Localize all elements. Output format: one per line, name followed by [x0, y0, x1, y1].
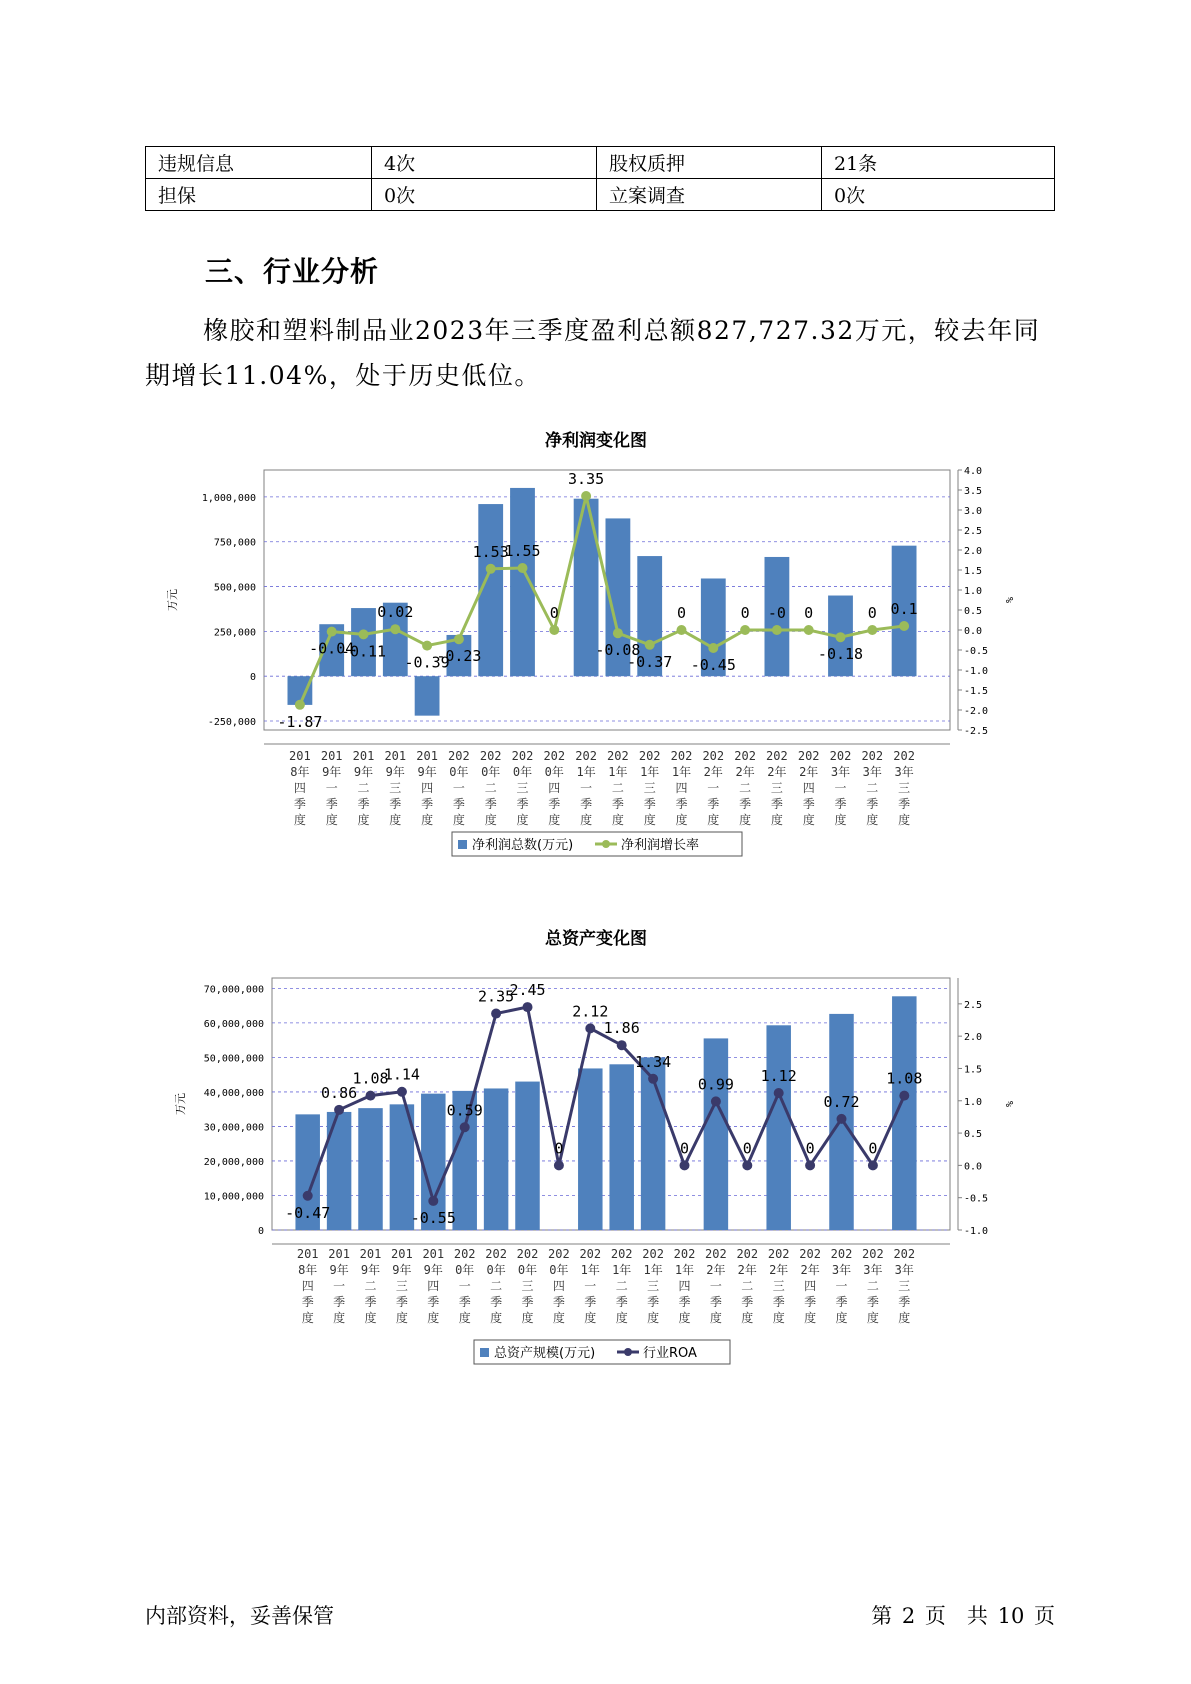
- total-assets-chart: [0, 918, 1191, 1378]
- data-label: -0.39: [404, 653, 450, 672]
- table-cell: 0次: [372, 179, 597, 211]
- bar: [578, 1068, 602, 1230]
- x-tick-label: 202 3年二季度: [861, 749, 884, 827]
- line-point: [677, 625, 687, 635]
- data-label: 1.08: [352, 1069, 389, 1088]
- x-tick-label: 201 9年四季度: [422, 1247, 445, 1325]
- data-label: -0.04: [309, 639, 355, 658]
- x-tick-label: 202 1年四季度: [670, 749, 693, 827]
- data-label: 1.53: [472, 542, 509, 561]
- y2-tick-label: 1.5: [964, 566, 983, 577]
- x-tick-label: 202 1年二季度: [607, 749, 629, 827]
- legend-bar-swatch: [480, 1348, 489, 1357]
- chart-title: 净利润变化图: [545, 431, 647, 451]
- line-point: [366, 1091, 376, 1101]
- data-label: -0: [767, 604, 786, 622]
- line-point: [742, 1160, 752, 1170]
- data-label: 0.72: [823, 1092, 860, 1111]
- y2-tick-label: 3.0: [964, 506, 983, 517]
- x-tick-label: 201 9年三季度: [384, 749, 407, 827]
- footer-confidential: 内部资料，妥善保管: [145, 1604, 334, 1628]
- line-point: [711, 1096, 721, 1106]
- table-cell: 4次: [372, 147, 597, 179]
- data-label: -0.23: [436, 647, 482, 666]
- x-tick-label: 201 9年一季度: [320, 749, 343, 827]
- line-point: [868, 1160, 878, 1170]
- line-point: [486, 564, 496, 574]
- y2-tick-label: 0.0: [964, 626, 983, 637]
- line-point: [491, 1009, 501, 1019]
- data-label: 1.12: [760, 1067, 797, 1086]
- y2-tick-label: 1.0: [964, 586, 983, 597]
- y2-tick-label: 2.5: [964, 999, 983, 1011]
- x-tick-label: 202 0年二季度: [479, 749, 502, 827]
- x-tick-label: 202 0年三季度: [511, 749, 534, 827]
- bar: [358, 1108, 382, 1230]
- footer-page-number: 第 2 页 共 10 页: [871, 1604, 1055, 1628]
- line-point: [295, 700, 305, 710]
- y2-tick-label: 3.5: [964, 486, 983, 497]
- legend-line-marker: [602, 840, 610, 848]
- y-tick-label: 20,000,000: [203, 1156, 264, 1168]
- line-point: [454, 634, 464, 644]
- bar: [609, 1064, 633, 1230]
- x-tick-label: 202 3年三季度: [893, 1247, 916, 1325]
- y2-tick-label: -1.0: [964, 1226, 989, 1237]
- line-point: [390, 624, 400, 634]
- legend-label: 净利润总数(万元): [472, 838, 574, 853]
- line-point: [867, 625, 877, 635]
- legend-label: 总资产规模(万元): [494, 1346, 596, 1361]
- data-label: 0: [549, 604, 559, 622]
- data-label: 2.45: [509, 981, 546, 1000]
- y-tick-label: 750,000: [213, 537, 256, 549]
- x-tick-label: 201 9年四季度: [416, 749, 438, 827]
- data-label: 0.02: [377, 603, 414, 622]
- x-tick-label: 202 0年二季度: [485, 1247, 507, 1325]
- x-tick-label: 202 0年四季度: [548, 1247, 570, 1325]
- y2-axis-title: %: [1003, 1100, 1014, 1108]
- x-tick-label: 202 1年二季度: [610, 1247, 633, 1325]
- table-cell: 21条: [822, 147, 1055, 179]
- section-title: 三、行业分析: [205, 255, 380, 288]
- data-label: -0.45: [690, 656, 736, 674]
- bar: [415, 676, 440, 715]
- line-point: [804, 625, 814, 635]
- x-tick-label: 202 2年一季度: [705, 1247, 727, 1325]
- x-tick-label: 202 2年四季度: [797, 749, 820, 827]
- x-tick-label: 202 3年三季度: [893, 749, 915, 827]
- x-tick-label: 202 1年一季度: [575, 749, 597, 827]
- line-point: [836, 632, 846, 642]
- y2-tick-label: 2.0: [964, 1032, 983, 1044]
- data-label: 1.55: [504, 542, 541, 560]
- data-label: -0.47: [285, 1203, 331, 1222]
- y-tick-label: 40,000,000: [203, 1087, 264, 1099]
- data-label: 1.34: [635, 1052, 672, 1071]
- bar: [704, 1038, 728, 1230]
- x-tick-label: 202 2年一季度: [702, 749, 725, 827]
- bar: [766, 1025, 790, 1230]
- y2-tick-label: -2.5: [964, 726, 989, 737]
- x-tick-label: 201 9年三季度: [391, 1247, 413, 1325]
- y-tick-label: 0: [257, 1226, 264, 1237]
- data-label: 0.86: [321, 1083, 358, 1102]
- y-tick-label: 0: [249, 672, 256, 684]
- bar: [484, 1088, 508, 1230]
- line-point: [359, 629, 369, 639]
- x-tick-label: 202 1年四季度: [673, 1247, 696, 1325]
- y2-tick-label: 2.5: [964, 526, 983, 537]
- x-tick-label: 202 1年一季度: [579, 1247, 602, 1325]
- x-tick-label: 201 8年四季度: [296, 1247, 319, 1325]
- data-label: -0.55: [410, 1208, 456, 1227]
- x-tick-label: 202 1年三季度: [638, 749, 661, 827]
- x-tick-label: 201 9年二季度: [359, 1247, 382, 1325]
- x-tick-label: 202 3年一季度: [829, 749, 852, 827]
- x-tick-label: 202 2年四季度: [799, 1247, 821, 1325]
- y-tick-label: 1,000,000: [201, 492, 256, 504]
- x-tick-label: 202 2年二季度: [736, 1247, 759, 1325]
- data-label: 0: [740, 604, 750, 622]
- data-label: 0: [676, 604, 687, 622]
- x-tick-label: 202 2年二季度: [734, 749, 756, 827]
- line-point: [772, 625, 782, 635]
- line-point: [837, 1114, 847, 1124]
- data-label: 1.14: [383, 1065, 420, 1084]
- data-label: 2.12: [572, 1002, 609, 1021]
- line-point: [460, 1122, 470, 1132]
- line-point: [554, 1160, 564, 1170]
- line-point: [581, 491, 591, 501]
- y2-tick-label: 1.0: [964, 1096, 983, 1108]
- table-cell: 违规信息: [146, 147, 372, 179]
- y2-tick-label: 4.0: [964, 466, 983, 477]
- line-point: [334, 1105, 344, 1115]
- legend-label: 行业ROA: [643, 1346, 697, 1361]
- data-label: -0.08: [595, 641, 641, 660]
- chart-title: 总资产变化图: [545, 929, 647, 949]
- data-label: 0.59: [446, 1101, 483, 1120]
- y2-tick-label: -1.5: [964, 686, 989, 697]
- info-table: [145, 146, 1055, 211]
- y2-tick-label: 0.0: [964, 1161, 983, 1173]
- y2-tick-label: 0.5: [964, 606, 983, 617]
- x-tick-label: 201 9年二季度: [352, 749, 375, 827]
- line-point: [549, 625, 559, 635]
- line-point: [617, 1040, 627, 1050]
- x-tick-label: 201 9年一季度: [328, 1247, 350, 1325]
- y-tick-label: 30,000,000: [203, 1122, 264, 1134]
- table-cell: 担保: [146, 179, 372, 211]
- legend-line-marker: [624, 1348, 632, 1356]
- y-tick-label: 60,000,000: [203, 1018, 264, 1030]
- line-point: [680, 1160, 690, 1170]
- y-axis-title: 万元: [166, 589, 179, 611]
- line-point: [899, 1091, 909, 1101]
- line-point: [805, 1160, 815, 1170]
- x-tick-label: 202 0年三季度: [516, 1247, 539, 1325]
- data-label: 0: [679, 1139, 690, 1158]
- line-point: [774, 1088, 784, 1098]
- table-cell: 0次: [822, 179, 1055, 211]
- line-point: [428, 1196, 438, 1206]
- x-tick-label: 202 0年一季度: [448, 749, 470, 827]
- y-tick-label: 250,000: [213, 627, 256, 639]
- line-point: [518, 563, 528, 573]
- data-label: -0.11: [340, 642, 387, 661]
- data-label: 0.99: [697, 1075, 734, 1094]
- legend-bar-swatch: [458, 840, 467, 849]
- data-label: -0.18: [817, 645, 864, 664]
- data-label: 0: [805, 1139, 815, 1158]
- line-point: [422, 641, 432, 651]
- y2-tick-label: 2.0: [964, 546, 983, 557]
- data-label: 0: [867, 604, 877, 622]
- y-tick-label: -250,000: [207, 717, 256, 729]
- data-label: 1.86: [603, 1019, 640, 1038]
- legend-label: 净利润增长率: [621, 838, 700, 853]
- y2-tick-label: -0.5: [964, 646, 989, 657]
- data-label: 0.1: [890, 600, 918, 618]
- line-point: [899, 621, 909, 631]
- x-tick-label: 201 8年四季度: [289, 749, 311, 827]
- y2-tick-label: -0.5: [964, 1193, 989, 1205]
- data-label: -1.87: [277, 712, 323, 731]
- data-label: -0.37: [627, 652, 673, 671]
- line-point: [613, 628, 623, 638]
- y2-tick-label: -1.0: [964, 666, 989, 677]
- data-label: 0: [554, 1139, 564, 1158]
- x-tick-label: 202 2年三季度: [767, 1247, 790, 1325]
- net-profit-chart: [0, 420, 1191, 880]
- y-tick-label: 50,000,000: [203, 1053, 264, 1065]
- y-axis-title: 万元: [174, 1093, 187, 1115]
- y2-tick-label: 1.5: [964, 1064, 983, 1076]
- line-point: [303, 1191, 313, 1201]
- y2-tick-label: -2.0: [964, 706, 989, 717]
- x-tick-label: 202 1年三季度: [642, 1247, 664, 1325]
- bar: [515, 1082, 539, 1230]
- table-cell: 立案调查: [597, 179, 822, 211]
- line-point: [708, 643, 718, 653]
- y-tick-label: 70,000,000: [203, 984, 264, 996]
- data-label: 3.35: [568, 470, 605, 488]
- x-tick-label: 202 2年三季度: [766, 749, 788, 827]
- table-row: [146, 147, 1055, 179]
- y2-axis-title: %: [1003, 596, 1014, 604]
- y2-tick-label: 0.5: [964, 1129, 983, 1141]
- y-tick-label: 500,000: [213, 582, 256, 594]
- y-tick-label: 10,000,000: [203, 1191, 264, 1203]
- line-point: [397, 1087, 407, 1097]
- data-label: 1.08: [886, 1069, 923, 1088]
- x-tick-label: 202 0年一季度: [453, 1247, 476, 1325]
- x-tick-label: 202 0年四季度: [543, 749, 566, 827]
- data-label: 2.35: [478, 987, 515, 1006]
- line-point: [523, 1002, 533, 1012]
- table-cell: 股权质押: [597, 147, 822, 179]
- line-point: [740, 625, 750, 635]
- x-tick-label: 202 3年二季度: [862, 1247, 884, 1325]
- line-point: [327, 627, 337, 637]
- line-point: [645, 640, 655, 650]
- line-point: [585, 1023, 595, 1033]
- analysis-paragraph: 橡胶和塑料制品业2023年三季度盈利总额827,727.32万元，较去年同期增长11.04%，处于历史低位。: [145, 316, 1041, 390]
- line-point: [648, 1074, 658, 1084]
- data-label: 0: [804, 604, 814, 622]
- data-label: 0: [868, 1139, 878, 1158]
- x-tick-label: 202 3年一季度: [830, 1247, 853, 1325]
- table-row: [146, 179, 1055, 211]
- data-label: 0: [742, 1139, 752, 1158]
